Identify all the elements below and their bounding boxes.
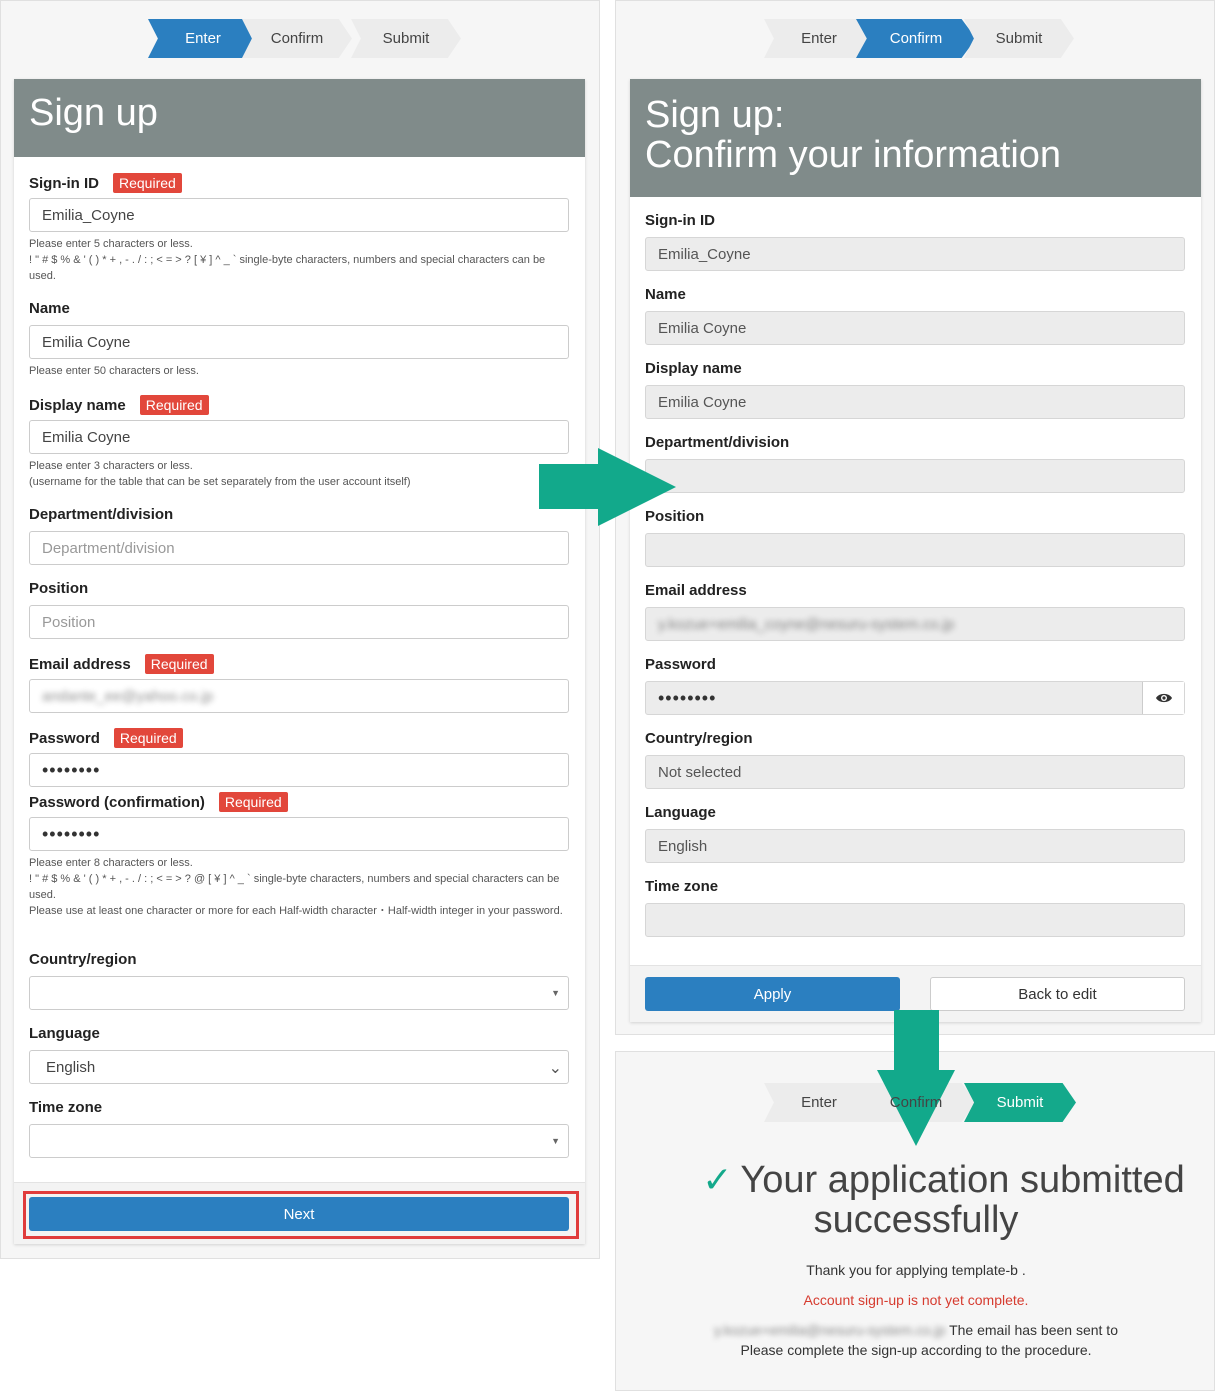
step-confirm: Confirm	[856, 19, 976, 58]
submitted-panel	[615, 1051, 1215, 1391]
display-name-label: Display name Required	[29, 395, 209, 415]
step-submit: Submit	[964, 1083, 1076, 1122]
name-label: Name	[29, 300, 70, 317]
display-name-input[interactable]: Emilia Coyne	[29, 420, 569, 454]
language-select[interactable]: English ⌄	[29, 1050, 569, 1084]
language-label: Language	[645, 804, 716, 821]
password-confirmation-label: Password (confirmation) Required	[29, 792, 288, 812]
position-label: Position	[645, 508, 705, 525]
name-label: Name	[645, 286, 686, 303]
step-submit: Submit	[351, 19, 461, 58]
password-help: Please enter 8 characters or less. ! " # $ % & ' ( ) * + , - . / : ; < = > ? @ [ ¥ ] ^ _ ` single-byte characters, numbers and special characters can be used. Please use at least one character or more for each Half-width character・Half-width integer in your password.	[29, 857, 563, 917]
timezone-label: Time zone	[29, 1099, 103, 1116]
step-confirm: Confirm	[242, 19, 352, 58]
email-sent-text: y.kozue+emilia@nesuru-system.co.jp The email has been sent to	[714, 1322, 1118, 1338]
position-label: Position	[29, 580, 89, 597]
check-icon: ✓	[702, 1159, 733, 1200]
department-label: Department/division	[645, 434, 790, 451]
timezone-readonly	[645, 903, 1185, 937]
email-readonly: y.kozue+emilia_coyne@nesuru-system.co.jp	[645, 607, 1185, 641]
arrow-right-shaft	[539, 464, 601, 509]
next-button[interactable]: Next	[29, 1197, 569, 1231]
step-submit: Submit	[964, 19, 1074, 58]
country-readonly: Not selected	[645, 755, 1185, 789]
password-readonly: ••••••••	[645, 681, 1185, 715]
step-confirm: Confirm	[856, 1083, 976, 1122]
country-select[interactable]	[29, 976, 569, 1010]
password-confirmation-input[interactable]: ••••••••	[29, 817, 569, 851]
password-input[interactable]: ••••••••	[29, 753, 569, 787]
required-badge: Required	[219, 792, 288, 812]
country-label: Country/region	[29, 951, 137, 968]
page-title: Sign up: Confirm your information	[630, 79, 1201, 197]
sign-up-form-panel	[0, 0, 600, 1259]
department-input[interactable]: Department/division	[29, 531, 569, 565]
step-enter: Enter	[764, 19, 874, 58]
show-password-toggle[interactable]	[1142, 682, 1184, 714]
step-enter: Enter	[148, 19, 258, 58]
display-name-label: Display name	[645, 360, 742, 377]
caret-down-icon: ▼	[551, 988, 560, 998]
timezone-label: Time zone	[645, 878, 719, 895]
required-badge: Required	[145, 654, 214, 674]
email-label: Email address	[645, 582, 747, 599]
confirm-card	[630, 79, 1201, 1022]
department-label: Department/division	[29, 506, 174, 523]
position-input[interactable]: Position	[29, 605, 569, 639]
chevron-down-icon: ⌄	[548, 1060, 562, 1077]
procedure-text: Please complete the sign-up according to the procedure.	[740, 1342, 1092, 1358]
required-badge: Required	[114, 728, 183, 748]
display-name-help: Please enter 3 characters or less. (username for the table that can be set separately from the user account itself)	[29, 460, 411, 488]
department-readonly	[645, 459, 1185, 493]
email-input[interactable]: andante_ee@yahoo.co.jp	[29, 679, 569, 713]
thanks-text: Thank you for applying template-b .	[806, 1262, 1026, 1278]
arrow-down-shaft	[894, 1010, 939, 1072]
signin-id-input[interactable]: Emilia_Coyne	[29, 198, 569, 232]
required-badge: Required	[113, 173, 182, 193]
display-name-readonly: Emilia Coyne	[645, 385, 1185, 419]
name-help: Please enter 50 characters or less.	[29, 365, 199, 377]
required-badge: Required	[140, 395, 209, 415]
name-input[interactable]: Emilia Coyne	[29, 325, 569, 359]
language-readonly: English	[645, 829, 1185, 863]
signin-id-label: Sign-in ID Required	[29, 173, 182, 193]
signin-id-label: Sign-in ID	[645, 212, 715, 229]
email-label: Email address Required	[29, 654, 214, 674]
success-heading: ✓ Your application submitted successfully	[702, 1159, 1185, 1241]
sign-up-card	[14, 79, 585, 1244]
eye-icon	[1155, 692, 1173, 704]
warning-text: Account sign-up is not yet complete.	[803, 1292, 1029, 1308]
signin-id-readonly: Emilia_Coyne	[645, 237, 1185, 271]
country-label: Country/region	[645, 730, 753, 747]
password-label: Password Required	[29, 728, 183, 748]
language-label: Language	[29, 1025, 100, 1042]
caret-down-icon: ▼	[551, 1136, 560, 1146]
apply-button[interactable]: Apply	[645, 977, 900, 1011]
signin-id-help: Please enter 5 characters or less. ! " # $ % & ' ( ) * + , - . / : ; < = > ? [ ¥ ] ^ _ ` single-byte characters, numbers and special characters can be used.	[29, 238, 546, 282]
back-to-edit-button[interactable]: Back to edit	[930, 977, 1185, 1011]
timezone-select[interactable]	[29, 1124, 569, 1158]
position-readonly	[645, 533, 1185, 567]
step-enter: Enter	[764, 1083, 874, 1122]
password-label: Password	[645, 656, 716, 673]
page-title: Sign up	[14, 79, 585, 157]
confirm-panel	[615, 0, 1215, 1035]
name-readonly: Emilia Coyne	[645, 311, 1185, 345]
